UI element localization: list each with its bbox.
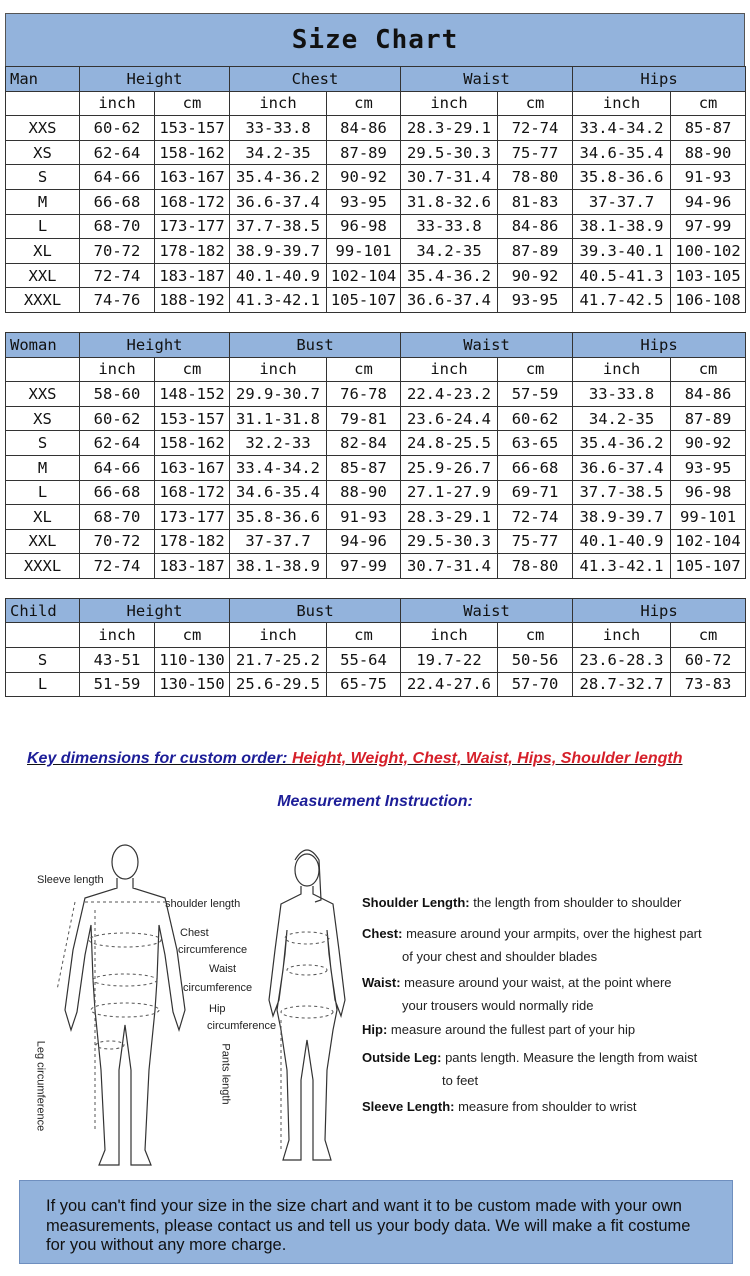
size-value-cell: 27.1-27.9 [401,480,498,505]
size-value-cell: 93-95 [327,189,401,214]
size-value-cell: 31.1-31.8 [230,406,327,431]
size-value-cell: 105-107 [671,554,746,579]
size-value-cell: 76-78 [327,382,401,407]
size-value-cell: 33-33.8 [401,214,498,239]
size-value-cell: 24.8-25.5 [401,431,498,456]
size-label-cell: XS [6,406,80,431]
size-value-cell: 40.5-41.3 [573,263,671,288]
spacer-cell [327,312,401,332]
measure-column-header: Hips [573,598,746,623]
unit-cell: inch [573,91,671,116]
size-value-cell: 55-64 [327,648,401,673]
size-value-cell: 25.9-26.7 [401,455,498,480]
size-value-cell: 84-86 [671,382,746,407]
size-value-cell: 28.3-29.1 [401,116,498,141]
instruction-chest [362,926,702,964]
size-value-cell: 90-92 [327,165,401,190]
size-value-cell: 43-51 [80,648,155,673]
units-blank-cell [6,91,80,116]
size-value-cell: 19.7-22 [401,648,498,673]
size-value-cell: 153-157 [155,116,230,141]
unit-cell: inch [230,623,327,648]
size-value-cell: 79-81 [327,406,401,431]
size-value-cell: 34.2-35 [401,239,498,264]
size-value-cell: 72-74 [80,263,155,288]
size-value-cell: 38.9-39.7 [230,239,327,264]
size-value-cell: 41.3-42.1 [573,554,671,579]
size-value-cell: 84-86 [327,116,401,141]
section-group-label: Man [6,67,80,92]
unit-cell: inch [401,91,498,116]
instruction-term: Waist: [362,975,401,990]
size-value-cell: 93-95 [498,288,573,313]
size-value-cell: 70-72 [80,529,155,554]
size-row [6,116,746,141]
size-value-cell: 81-83 [498,189,573,214]
size-value-cell: 72-74 [498,116,573,141]
size-row [6,406,746,431]
measure-column-header: Height [80,598,230,623]
spacer-cell [498,312,573,332]
size-value-cell: 90-92 [498,263,573,288]
size-value-cell: 96-98 [671,480,746,505]
section-header-row [6,598,746,623]
size-row [6,165,746,190]
spacer-cell [498,578,573,598]
size-value-cell: 60-62 [80,406,155,431]
size-value-cell: 148-152 [155,382,230,407]
size-row [6,480,746,505]
key-dimensions-values: Height, Weight, Chest, Waist, Hips, Shoulder length [291,750,683,767]
size-value-cell: 41.7-42.5 [573,288,671,313]
size-value-cell: 37-37.7 [573,189,671,214]
unit-cell: cm [671,357,746,382]
spacer-cell [155,312,230,332]
size-row [6,431,746,456]
size-label-cell: XS [6,140,80,165]
measure-column-header: Waist [401,67,573,92]
fig-label-shoulder: shoulder length [165,898,241,910]
size-value-cell: 35.8-36.6 [573,165,671,190]
size-value-cell: 58-60 [80,382,155,407]
size-row [6,140,746,165]
size-value-cell: 35.8-36.6 [230,505,327,530]
size-value-cell: 91-93 [327,505,401,530]
section-group-label: Woman [6,332,80,357]
size-value-cell: 23.6-24.4 [401,406,498,431]
size-value-cell: 30.7-31.4 [401,554,498,579]
size-value-cell: 65-75 [327,672,401,697]
size-value-cell: 23.6-28.3 [573,648,671,673]
size-value-cell: 93-95 [671,455,746,480]
size-value-cell: 75-77 [498,140,573,165]
size-value-cell: 38.1-38.9 [573,214,671,239]
size-value-cell: 68-70 [80,214,155,239]
section-group-label: Child [6,598,80,623]
unit-cell: inch [230,91,327,116]
size-value-cell: 78-80 [498,165,573,190]
size-value-cell: 158-162 [155,140,230,165]
size-value-cell: 163-167 [155,165,230,190]
size-value-cell: 38.9-39.7 [573,505,671,530]
instruction-term: Sleeve Length: [362,1099,455,1114]
size-value-cell: 168-172 [155,189,230,214]
size-value-cell: 36.6-37.4 [573,455,671,480]
size-value-cell: 97-99 [327,554,401,579]
size-value-cell: 39.3-40.1 [573,239,671,264]
size-value-cell: 105-107 [327,288,401,313]
spacer-cell [6,312,80,332]
size-value-cell: 41.3-42.1 [230,288,327,313]
instruction-text: the length from shoulder to shoulder [473,895,682,910]
size-value-cell: 33.4-34.2 [573,116,671,141]
size-value-cell: 22.4-23.2 [401,382,498,407]
size-value-cell: 173-177 [155,505,230,530]
fig-label-waist-1: Waist [209,963,237,975]
unit-cell: cm [155,91,230,116]
units-blank-cell [6,357,80,382]
unit-cell: cm [327,623,401,648]
spacer-cell [230,312,327,332]
size-value-cell: 50-56 [498,648,573,673]
size-value-cell: 30.7-31.4 [401,165,498,190]
size-value-cell: 62-64 [80,140,155,165]
fig-label-chest-2: circumference [178,944,248,956]
spacer-cell [401,312,498,332]
size-value-cell: 70-72 [80,239,155,264]
fig-label-waist-2: circumference [183,982,253,994]
size-value-cell: 188-192 [155,288,230,313]
unit-cell: cm [327,91,401,116]
spacer-cell [327,578,401,598]
key-dimensions-label: Key dimensions for custom order: [27,750,288,767]
measure-column-header: Bust [230,598,401,623]
size-label-cell: M [6,189,80,214]
size-row [6,214,746,239]
instruction-continuation: of your chest and shoulder blades [402,949,598,964]
measure-column-header: Bust [230,332,401,357]
size-value-cell: 38.1-38.9 [230,554,327,579]
instruction-continuation: your trousers would normally ride [402,998,594,1013]
size-value-cell: 37.7-38.5 [573,480,671,505]
instruction-text: measure around your armpits, over the highest part [406,926,702,941]
size-label-cell: M [6,455,80,480]
size-value-cell: 29.9-30.7 [230,382,327,407]
unit-cell: inch [573,623,671,648]
size-row [6,455,746,480]
unit-cell: cm [155,357,230,382]
size-value-cell: 33.4-34.2 [230,455,327,480]
size-value-cell: 60-72 [671,648,746,673]
size-value-cell: 35.4-36.2 [230,165,327,190]
unit-cell: inch [80,357,155,382]
size-row [6,554,746,579]
size-value-cell: 37.7-38.5 [230,214,327,239]
size-value-cell: 91-93 [671,165,746,190]
measure-column-header: Height [80,67,230,92]
instruction-outside-leg [362,1050,697,1088]
size-value-cell: 57-59 [498,382,573,407]
size-label-cell: XL [6,505,80,530]
size-row [6,263,746,288]
section-header-row [6,67,746,92]
size-value-cell: 66-68 [498,455,573,480]
size-label-cell: XXXL [6,288,80,313]
instruction-continuation: to feet [442,1073,479,1088]
size-value-cell: 36.6-37.4 [230,189,327,214]
size-value-cell: 90-92 [671,431,746,456]
size-value-cell: 68-70 [80,505,155,530]
size-row [6,672,746,697]
size-value-cell: 97-99 [671,214,746,239]
spacer-cell [80,578,155,598]
size-value-cell: 110-130 [155,648,230,673]
units-blank-cell [6,623,80,648]
size-value-cell: 183-187 [155,263,230,288]
size-value-cell: 88-90 [671,140,746,165]
spacer-cell [573,312,671,332]
size-value-cell: 103-105 [671,263,746,288]
size-value-cell: 102-104 [671,529,746,554]
size-value-cell: 106-108 [671,288,746,313]
size-value-cell: 32.2-33 [230,431,327,456]
units-row [6,623,746,648]
instruction-sleeve [362,1099,637,1114]
unit-cell: cm [498,623,573,648]
size-value-cell: 163-167 [155,455,230,480]
size-label-cell: XXS [6,382,80,407]
size-value-cell: 63-65 [498,431,573,456]
size-label-cell: XXS [6,116,80,141]
size-chart-title: Size Chart [5,13,745,66]
unit-cell: cm [498,91,573,116]
size-value-cell: 37-37.7 [230,529,327,554]
measure-column-header: Chest [230,67,401,92]
size-row [6,189,746,214]
unit-cell: inch [573,357,671,382]
size-label-cell: L [6,480,80,505]
units-row [6,91,746,116]
size-value-cell: 99-101 [327,239,401,264]
size-row [6,505,746,530]
section-spacer [6,578,746,598]
instruction-text: pants length. Measure the length from waist [445,1050,698,1065]
size-value-cell: 33-33.8 [573,382,671,407]
instruction-term: Shoulder Length: [362,895,470,910]
size-value-cell: 28.7-32.7 [573,672,671,697]
size-row [6,529,746,554]
size-value-cell: 60-62 [498,406,573,431]
unit-cell: cm [327,357,401,382]
size-value-cell: 66-68 [80,189,155,214]
size-label-cell: XXL [6,529,80,554]
custom-size-note: If you can't find your size in the size chart and want it to be custom made with your own measurements, please contact us and tell us your body data. We will make a fit costume for you without any more charge. [19,1180,733,1264]
body-measurement-figure [25,830,355,1180]
instruction-term: Outside Leg: [362,1050,442,1065]
size-value-cell: 94-96 [671,189,746,214]
measure-column-header: Height [80,332,230,357]
size-value-cell: 22.4-27.6 [401,672,498,697]
unit-cell: cm [671,623,746,648]
size-label-cell: L [6,672,80,697]
size-value-cell: 66-68 [80,480,155,505]
size-value-cell: 51-59 [80,672,155,697]
size-value-cell: 178-182 [155,239,230,264]
size-value-cell: 35.4-36.2 [401,263,498,288]
size-value-cell: 62-64 [80,431,155,456]
measure-column-header: Hips [573,332,746,357]
size-value-cell: 34.6-35.4 [573,140,671,165]
instruction-shoulder [362,895,681,910]
unit-cell: inch [80,91,155,116]
size-value-cell: 96-98 [327,214,401,239]
spacer-cell [671,578,746,598]
size-value-cell: 82-84 [327,431,401,456]
section-header-row [6,332,746,357]
unit-cell: cm [498,357,573,382]
size-value-cell: 40.1-40.9 [230,263,327,288]
spacer-cell [6,578,80,598]
spacer-cell [155,578,230,598]
size-label-cell: XL [6,239,80,264]
spacer-cell [401,578,498,598]
size-value-cell: 87-89 [498,239,573,264]
size-value-cell: 78-80 [498,554,573,579]
size-value-cell: 69-71 [498,480,573,505]
size-value-cell: 72-74 [80,554,155,579]
size-value-cell: 40.1-40.9 [573,529,671,554]
size-value-cell: 173-177 [155,214,230,239]
measure-column-header: Hips [573,67,746,92]
measure-column-header: Waist [401,332,573,357]
size-value-cell: 25.6-29.5 [230,672,327,697]
instruction-term: Chest: [362,926,403,941]
size-label-cell: S [6,648,80,673]
instruction-waist [362,975,672,1013]
section-spacer [6,312,746,332]
size-value-cell: 60-62 [80,116,155,141]
instruction-text: measure from shoulder to wrist [458,1099,637,1114]
size-value-cell: 64-66 [80,455,155,480]
size-value-cell: 36.6-37.4 [401,288,498,313]
size-value-cell: 73-83 [671,672,746,697]
size-value-cell: 153-157 [155,406,230,431]
size-value-cell: 74-76 [80,288,155,313]
unit-cell: inch [80,623,155,648]
size-value-cell: 72-74 [498,505,573,530]
instruction-text: measure around your waist, at the point where [404,975,672,990]
size-value-cell: 168-172 [155,480,230,505]
size-chart [5,13,745,697]
size-value-cell: 33-33.8 [230,116,327,141]
size-value-cell: 31.8-32.6 [401,189,498,214]
size-label-cell: L [6,214,80,239]
size-value-cell: 29.5-30.3 [401,529,498,554]
size-value-cell: 28.3-29.1 [401,505,498,530]
size-value-cell: 21.7-25.2 [230,648,327,673]
size-value-cell: 85-87 [327,455,401,480]
instruction-hip [362,1022,635,1037]
size-value-cell: 178-182 [155,529,230,554]
size-value-cell: 130-150 [155,672,230,697]
size-value-cell: 64-66 [80,165,155,190]
instruction-term: Hip: [362,1022,388,1037]
unit-cell: inch [401,357,498,382]
size-value-cell: 100-102 [671,239,746,264]
size-label-cell: XXXL [6,554,80,579]
unit-cell: cm [671,91,746,116]
instruction-text: measure around the fullest part of your hip [390,1022,636,1037]
size-value-cell: 35.4-36.2 [573,431,671,456]
size-row [6,382,746,407]
measure-column-header: Waist [401,598,573,623]
unit-cell: inch [230,357,327,382]
spacer-cell [230,578,327,598]
unit-cell: inch [401,623,498,648]
key-dimensions-line [27,750,727,768]
units-row [6,357,746,382]
size-value-cell: 34.6-35.4 [230,480,327,505]
size-value-cell: 57-70 [498,672,573,697]
size-value-cell: 183-187 [155,554,230,579]
fig-label-leg: Leg circumference [34,1040,47,1132]
spacer-cell [671,312,746,332]
fig-label-hip-1: Hip [209,1003,226,1015]
fig-label-chest-1: Chest [180,927,209,939]
fig-label-sleeve: Sleeve length [37,874,104,886]
spacer-cell [573,578,671,598]
size-value-cell: 34.2-35 [573,406,671,431]
size-value-cell: 84-86 [498,214,573,239]
size-row [6,648,746,673]
fig-label-hip-2: circumference [207,1020,277,1032]
size-table [5,66,746,697]
fig-label-pants: Pants length [219,1043,232,1105]
size-value-cell: 85-87 [671,116,746,141]
size-value-cell: 88-90 [327,480,401,505]
size-label-cell: S [6,431,80,456]
measurement-instruction-title: Measurement Instruction: [277,793,473,810]
size-value-cell: 75-77 [498,529,573,554]
size-value-cell: 34.2-35 [230,140,327,165]
size-value-cell: 94-96 [327,529,401,554]
unit-cell: cm [155,623,230,648]
size-row [6,288,746,313]
size-label-cell: S [6,165,80,190]
spacer-cell [80,312,155,332]
size-value-cell: 87-89 [671,406,746,431]
size-label-cell: XXL [6,263,80,288]
size-value-cell: 87-89 [327,140,401,165]
size-value-cell: 158-162 [155,431,230,456]
size-row [6,239,746,264]
size-value-cell: 29.5-30.3 [401,140,498,165]
size-value-cell: 99-101 [671,505,746,530]
size-value-cell: 102-104 [327,263,401,288]
